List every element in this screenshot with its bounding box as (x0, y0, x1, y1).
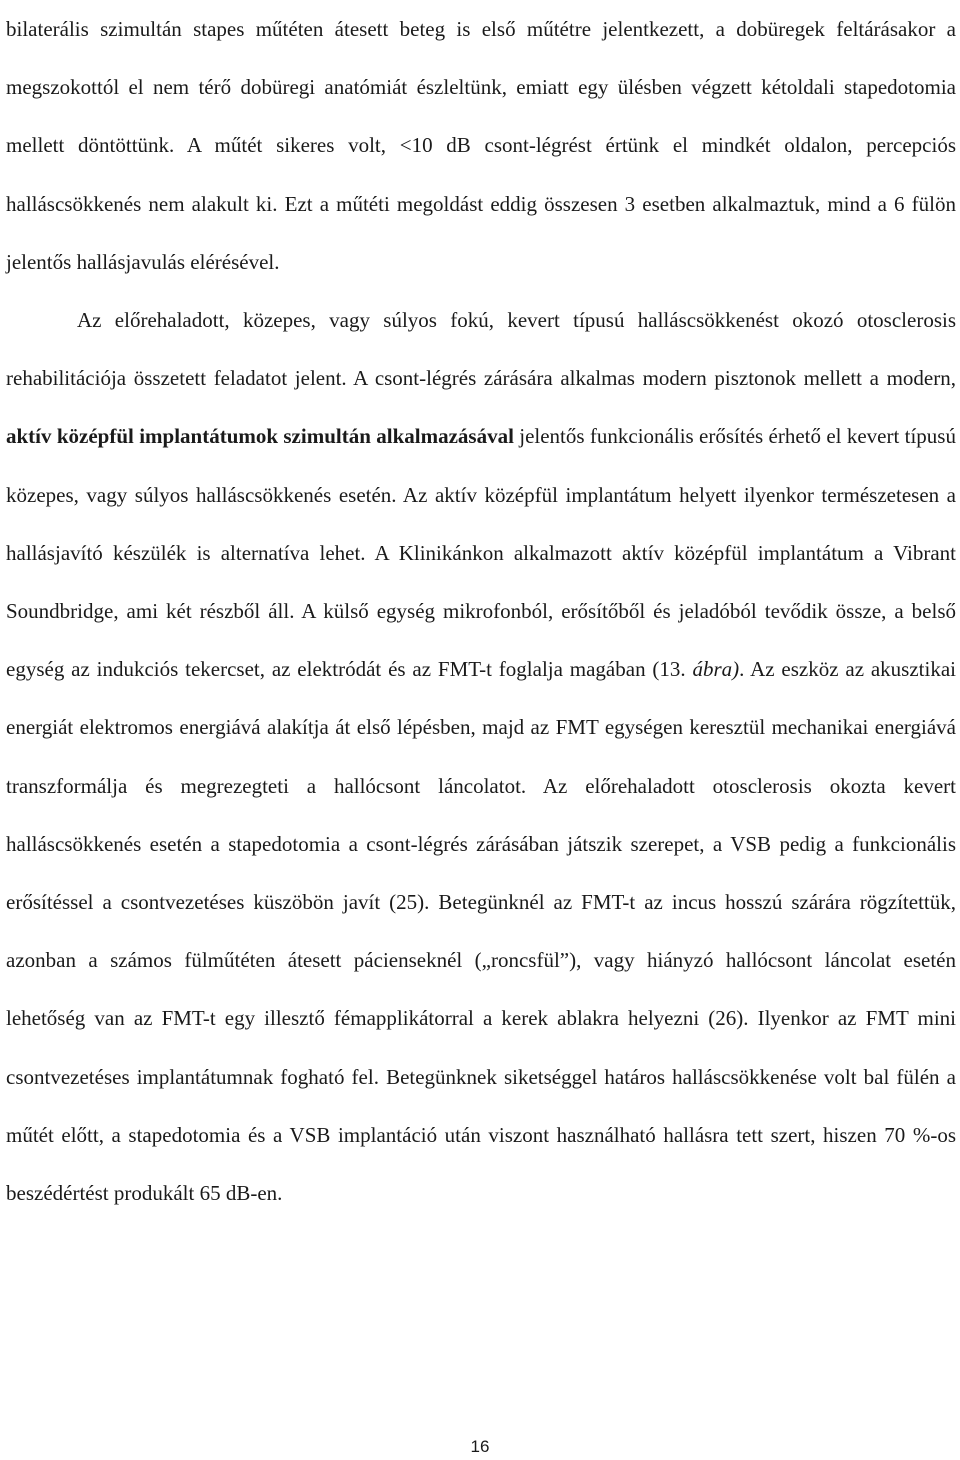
paragraph-1-text: bilaterális szimultán stapes műtéten átesett beteg is első műtétre jelentkezett, a dobüregek feltárásakor a megszokottól el nem térő dobüregi anatómiát észleltünk, emiatt egy ülésben végzett kétoldali stapedotomia mellett döntöttünk. A műtét sikeres volt, <10 dB csont-légrést értünk el mindkét oldalon, percepciós halláscsökkenés nem alakult ki. Ezt a műtéti megoldást eddig összesen 3 esetben alkalmaztuk, mind a 6 fülön jelentős hallásjavulás elérésével. (6, 17, 956, 274)
paragraph-2-part-1: Az előrehaladott, közepes, vagy súlyos fokú, kevert típusú halláscsökkenést okozó otosclerosis rehabilitációja összetett feladatot jelent. A csont-légrés zárására alkalmas modern pisztonok mellett a modern, (6, 308, 956, 391)
paragraph-2-part-3: . Az eszköz az akusztikai energiát elektromos energiává alakítja át első lépésben, majd az FMT egységen keresztül mechanikai energiává transzformálja és megrezegteti a hallócsont láncolatot. Az előrehaladott otosclerosis okozta kevert halláscsökkenés esetén a stapedotomia a csont-légrés zárásában játszik szerepet, a VSB pedig a funkcionális erősítéssel a csontvezetéses küszöbön javít (25). Betegünknél az FMT-t az incus hosszú szárára rögzítettük, azonban a számos fülműtéten átesett pácienseknél („roncsfül”), vagy hiányzó hallócsont láncolat esetén lehetőség van az FMT-t egy illesztő fémapplikátorral a kerek ablakra helyezni (26). Ilyenkor az FMT mini csontvezetéses implantátumnak fogható fel. Betegünknek siketséggel határos halláscsökkenése volt bal fülén a műtét előtt, a stapedotomia és a VSB implantáció után viszont használható hallásra tett szert, hiszen 70 %-os beszédértést produkált 65 dB-en. (6, 657, 956, 1206)
paragraph-1 (6, 0, 956, 291)
paragraph-2-italic-figure-ref: ábra) (692, 657, 740, 682)
body-text (6, 0, 956, 1222)
paragraph-2-part-2: jelentős funkcionális erősítés érhető el kevert típusú közepes, vagy súlyos halláscsökkenés esetén. Az aktív középfül implantátum helyett ilyenkor természetesen a hallásjavító készülék is alternatíva lehet. A Klinikánkon alkalmazott aktív középfül implantátum a Vibrant Soundbridge, ami két részből áll. A külső egység mikrofonból, erősítőből és jeladóból tevődik össze, a belső egység az indukciós tekercset, az elektródát és az FMT-t foglalja magában (13. (6, 424, 956, 682)
paragraph-2 (6, 291, 956, 1222)
paragraph-2-bold-phrase: aktív középfül implantátumok szimultán alkalmazásával (6, 424, 514, 449)
page-number: 16 (470, 1437, 490, 1456)
